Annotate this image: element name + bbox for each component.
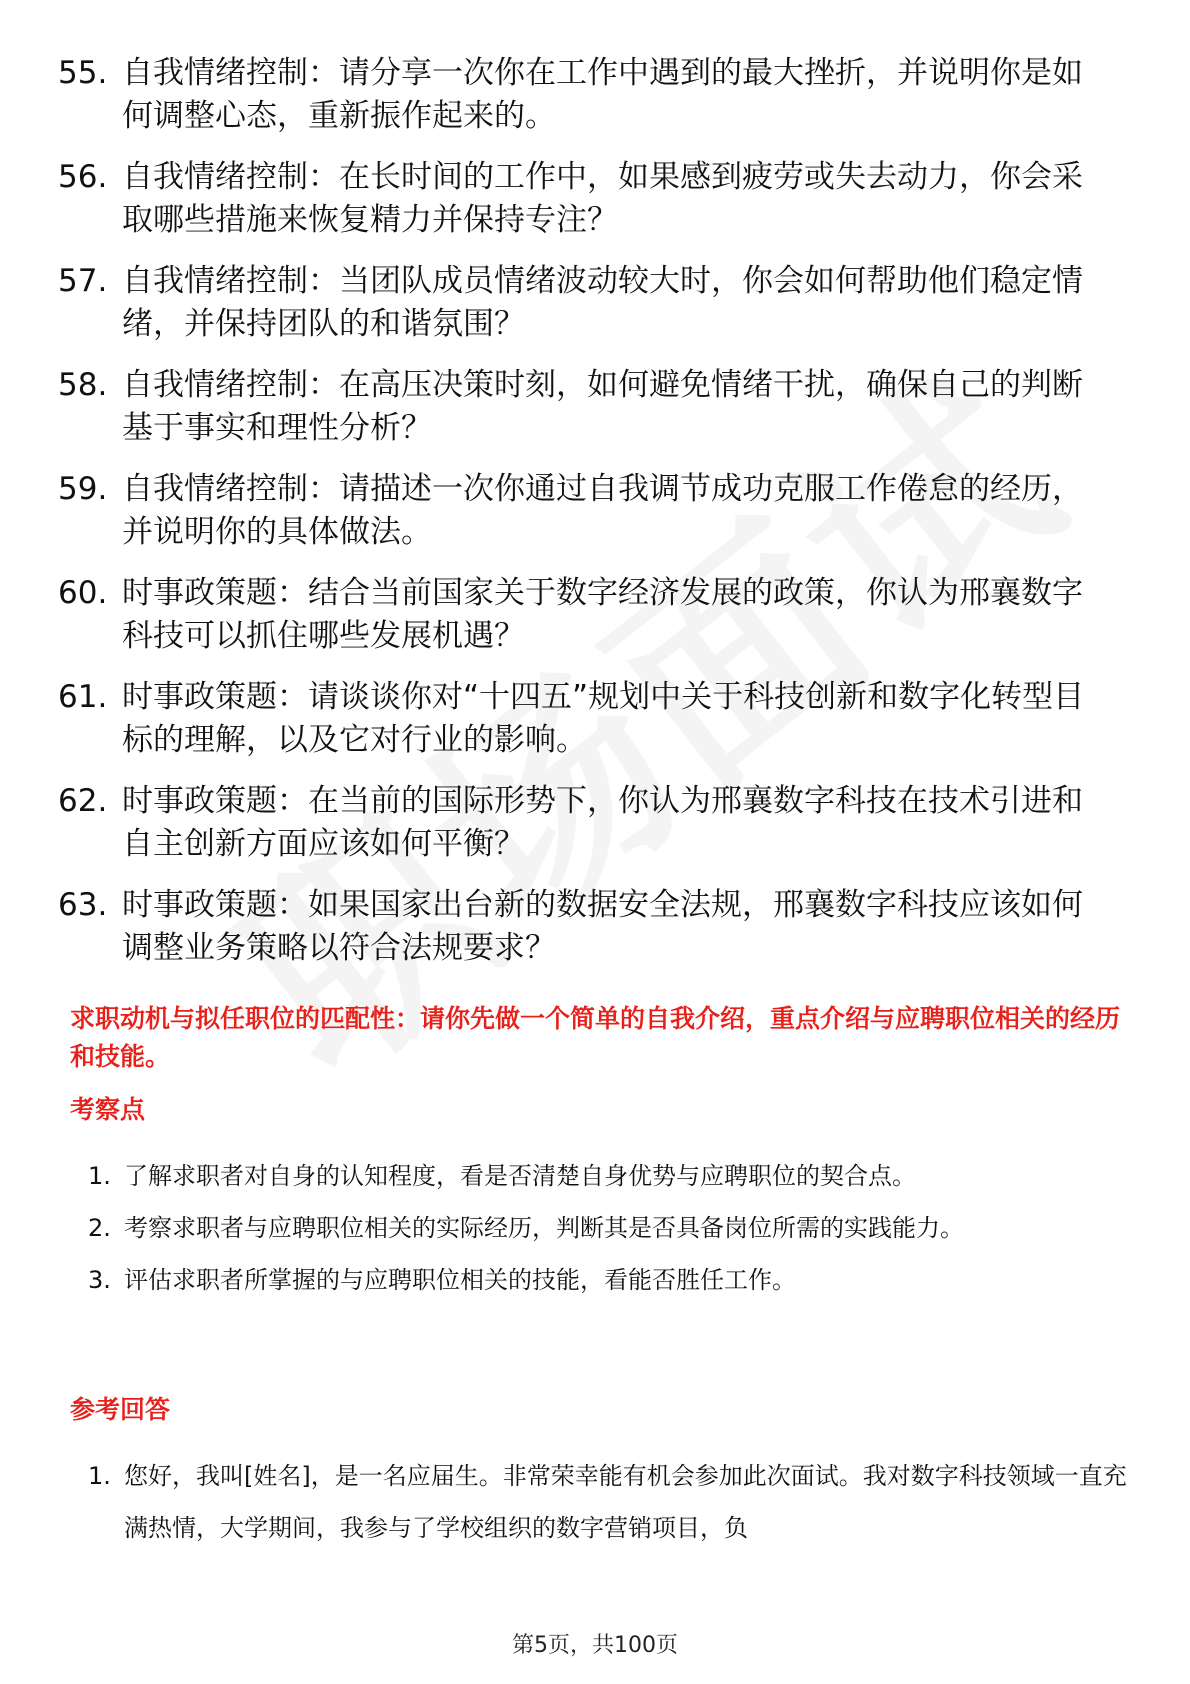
kaochadian-label: 考察点 xyxy=(70,1095,146,1124)
list-item xyxy=(88,1202,1128,1254)
question-list xyxy=(58,52,1138,988)
question-number: 62. xyxy=(58,783,108,819)
question-number: 55. xyxy=(58,55,108,91)
question-item xyxy=(58,468,1138,554)
question-item xyxy=(58,52,1138,138)
question-number: 60. xyxy=(58,575,108,611)
question-text: 自我情绪控制：当团队成员情绪波动较大时，你会如何帮助他们稳定情绪，并保持团队的和谐氛围？ xyxy=(122,263,1083,342)
list-item-text: 您好，我叫[姓名]，是一名应届生。非常荣幸能有机会参加此次面试。我对数字科技领域一直充满热情，大学期间，我参与了学校组织的数字营销项目，负 xyxy=(124,1462,1127,1542)
question-item xyxy=(58,780,1138,866)
question-item xyxy=(58,572,1138,658)
question-text: 自我情绪控制：在高压决策时刻，如何避免情绪干扰，确保自己的判断基于事实和理性分析？ xyxy=(122,367,1083,446)
list-item-number: 3. xyxy=(88,1266,111,1294)
list-item-text: 了解求职者对自身的认知程度，看是否清楚自身优势与应聘职位的契合点。 xyxy=(124,1162,916,1190)
question-item xyxy=(58,260,1138,346)
list-item-text: 评估求职者所掌握的与应聘职位相关的技能，看能否胜任工作。 xyxy=(124,1266,796,1294)
cankao-label: 参考回答 xyxy=(70,1395,171,1424)
page-footer: 第5页，共100页 xyxy=(512,1633,678,1658)
question-number: 59. xyxy=(58,471,108,507)
question-number: 61. xyxy=(58,679,108,715)
question-item xyxy=(58,676,1138,762)
question-item xyxy=(58,364,1138,450)
question-text: 时事政策题：结合当前国家关于数字经济发展的政策，你认为邢襄数字科技可以抓住哪些发展机遇？ xyxy=(122,575,1083,654)
question-number: 57. xyxy=(58,263,108,299)
section-heading: 求职动机与拟任职位的匹配性：请你先做一个简单的自我介绍，重点介绍与应聘职位相关的经历和技能。 xyxy=(70,1004,1121,1071)
list-item xyxy=(88,1450,1128,1554)
list-item xyxy=(88,1150,1128,1202)
question-text: 自我情绪控制：请分享一次你在工作中遇到的最大挫折，并说明你是如何调整心态，重新振作起来的。 xyxy=(122,55,1083,134)
list-item-number: 1. xyxy=(88,1462,111,1490)
question-text: 时事政策题：请谈谈你对“十四五”规划中关于科技创新和数字化转型目标的理解，以及它对行业的影响。 xyxy=(122,679,1085,758)
question-text: 时事政策题：在当前的国际形势下，你认为邢襄数字科技在技术引进和自主创新方面应该如何平衡？ xyxy=(122,783,1083,862)
list-item xyxy=(88,1254,1128,1306)
list-item-text: 考察求职者与应聘职位相关的实际经历，判断其是否具备岗位所需的实践能力。 xyxy=(124,1214,964,1242)
question-number: 58. xyxy=(58,367,108,403)
kaochadian-list xyxy=(88,1150,1128,1306)
list-item-number: 2. xyxy=(88,1214,111,1242)
question-number: 56. xyxy=(58,159,108,195)
question-item xyxy=(58,156,1138,242)
cankao-list xyxy=(88,1450,1128,1554)
question-text: 时事政策题：如果国家出台新的数据安全法规，邢襄数字科技应该如何调整业务策略以符合法规要求？ xyxy=(122,887,1083,966)
list-item-number: 1. xyxy=(88,1162,111,1190)
question-text: 自我情绪控制：在长时间的工作中，如果感到疲劳或失去动力，你会采取哪些措施来恢复精力并保持专注？ xyxy=(122,159,1083,238)
question-text: 自我情绪控制：请描述一次你通过自我调节成功克服工作倦怠的经历，并说明你的具体做法。 xyxy=(122,471,1083,550)
question-item xyxy=(58,884,1138,970)
question-number: 63. xyxy=(58,887,108,923)
